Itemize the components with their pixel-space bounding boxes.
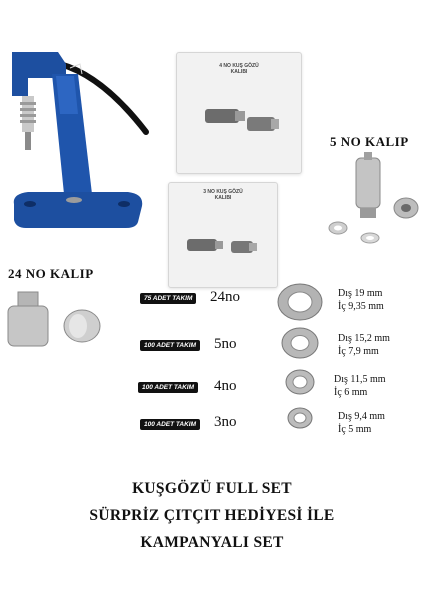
kalip-5-label: 5 NO KALIP bbox=[330, 134, 409, 149]
hand-press-image bbox=[8, 44, 158, 234]
eyelet-4-image bbox=[284, 368, 316, 396]
size-number: 24no bbox=[210, 289, 240, 305]
die-parts-image bbox=[199, 95, 289, 145]
footer-title-line1: KUŞGÖZÜ FULL SET bbox=[132, 480, 292, 497]
quantity-badge: 100 ADET TAKIM bbox=[140, 340, 200, 351]
kalip-5-image bbox=[322, 150, 422, 250]
quantity-badge: 100 ADET TAKIM bbox=[140, 419, 200, 430]
die-parts-image bbox=[183, 231, 267, 271]
bag-3-label bbox=[193, 189, 253, 201]
inner-diameter: İç 9,35 mm bbox=[338, 301, 384, 312]
bag-4-label-line1: 4 NO KUŞ GÖZÜ bbox=[219, 63, 259, 69]
outer-diameter: Dış 11,5 mm bbox=[334, 374, 386, 385]
outer-diameter: Dış 15,2 mm bbox=[338, 333, 390, 344]
footer-title-line2: SÜRPRİZ ÇITÇIT HEDİYESİ İLE bbox=[89, 507, 335, 524]
kalip-24-image bbox=[4, 286, 104, 356]
size-number: 3no bbox=[214, 414, 237, 430]
quantity-badge: 100 ADET TAKIM bbox=[138, 382, 198, 393]
inner-diameter: İç 5 mm bbox=[338, 424, 372, 435]
size-number: 5no bbox=[214, 336, 237, 352]
bag-4-label bbox=[209, 63, 269, 75]
bag-4-no-kalip bbox=[176, 52, 302, 174]
dimension-text bbox=[338, 332, 390, 358]
eyelet-5-image bbox=[280, 326, 320, 360]
bag-4-label-line2: KALIBI bbox=[230, 69, 248, 75]
bag-3-no-kalip bbox=[168, 182, 278, 288]
inner-diameter: İç 7,9 mm bbox=[338, 346, 379, 357]
dimension-text bbox=[338, 410, 385, 436]
eyelet-24-image bbox=[276, 282, 324, 322]
dimension-text bbox=[334, 373, 386, 399]
quantity-badge: 75 ADET TAKIM bbox=[140, 293, 196, 304]
footer-title-line3: KAMPANYALI SET bbox=[140, 534, 284, 551]
bag-3-label-line2: KALIBI bbox=[214, 195, 232, 201]
dimension-text bbox=[338, 287, 384, 313]
outer-diameter: Dış 9,4 mm bbox=[338, 411, 385, 422]
size-number: 4no bbox=[214, 378, 237, 394]
kalip-24-label: 24 NO KALIP bbox=[8, 266, 94, 281]
eyelet-3-image bbox=[286, 406, 314, 430]
inner-diameter: İç 6 mm bbox=[334, 387, 368, 398]
outer-diameter: Dış 19 mm bbox=[338, 288, 383, 299]
bag-3-label-line1: 3 NO KUŞ GÖZÜ bbox=[203, 189, 243, 195]
